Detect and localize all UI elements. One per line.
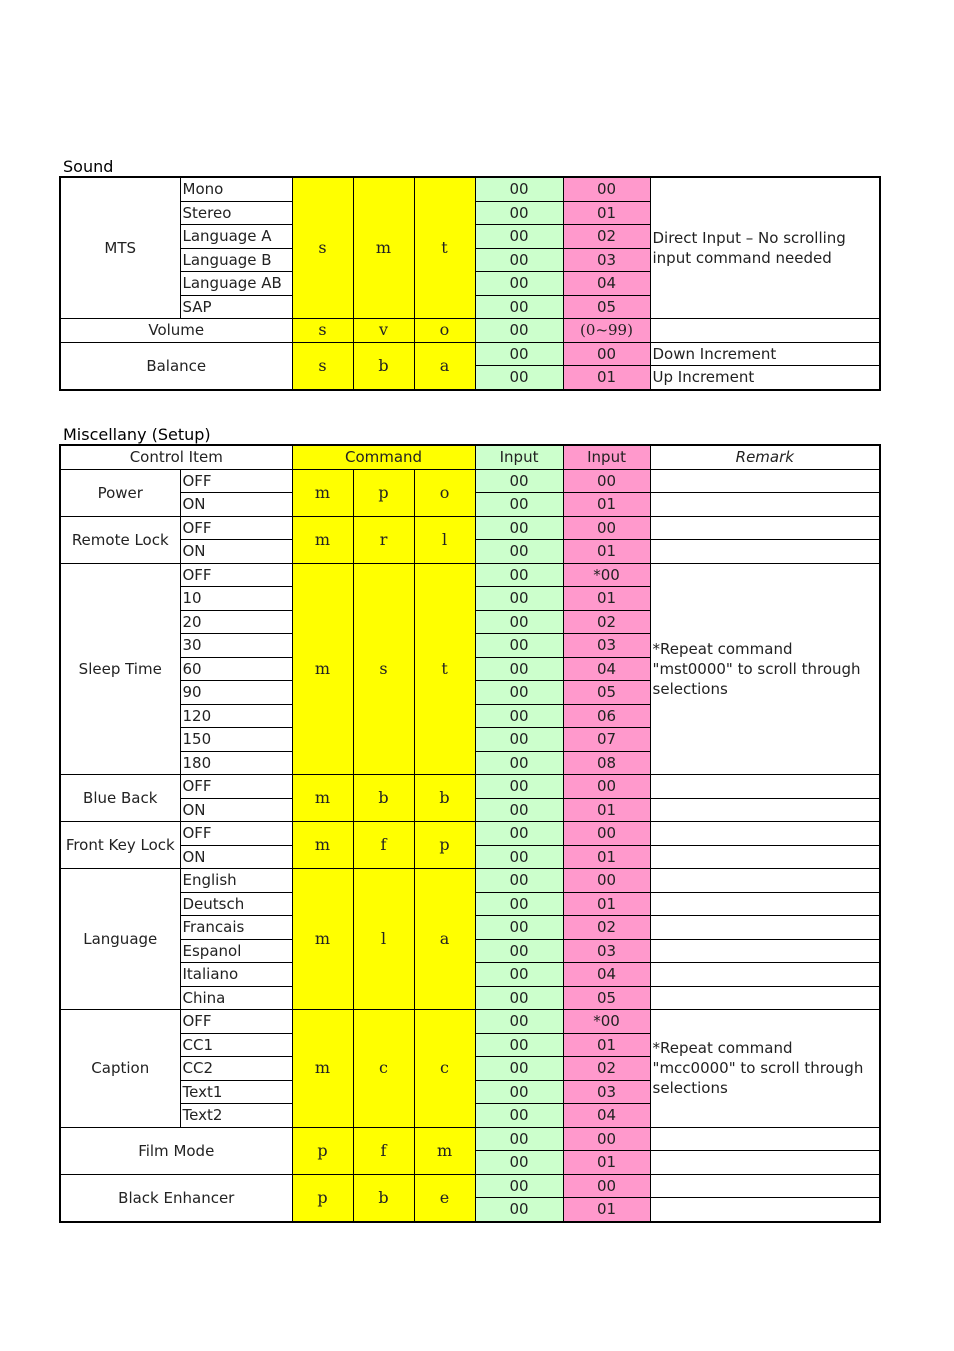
language-input1: 00	[475, 939, 563, 963]
sleep-time-input1: 00	[475, 657, 563, 681]
sleep-time-cmd-1: m	[292, 563, 353, 775]
volume-label: Volume	[60, 319, 292, 343]
power-item: ON	[180, 493, 292, 517]
blue-back-remark	[650, 775, 880, 799]
sleep-time-item: 60	[180, 657, 292, 681]
caption-input1: 00	[475, 1057, 563, 1081]
front-key-lock-label: Front Key Lock	[60, 822, 180, 869]
balance-input1: 00	[475, 366, 563, 390]
language-item: China	[180, 986, 292, 1010]
film-mode-input1: 00	[475, 1151, 563, 1175]
language-item: Deutsch	[180, 892, 292, 916]
header-remark: Remark	[650, 445, 880, 469]
front-key-lock-cmd-1: m	[292, 822, 353, 869]
front-key-lock-item: OFF	[180, 822, 292, 846]
sleep-time-item: 10	[180, 587, 292, 611]
remote-lock-cmd-2: r	[353, 516, 414, 563]
language-remark	[650, 869, 880, 893]
language-cmd-2: l	[353, 869, 414, 1010]
caption-input2: 03	[563, 1080, 650, 1104]
sleep-time-label: Sleep Time	[60, 563, 180, 775]
sleep-time-input2: 04	[563, 657, 650, 681]
language-input2: 05	[563, 986, 650, 1010]
language-cmd-3: a	[414, 869, 475, 1010]
film-mode-input2: 01	[563, 1151, 650, 1175]
language-input2: 04	[563, 963, 650, 987]
mts-item: Mono	[180, 177, 292, 201]
film-mode-label: Film Mode	[60, 1127, 292, 1174]
sleep-time-input1: 00	[475, 610, 563, 634]
misc-table	[59, 444, 881, 1223]
mts-input1: 00	[475, 201, 563, 225]
balance-input2: 01	[563, 366, 650, 390]
mts-label: MTS	[60, 177, 180, 319]
black-enhancer-remark	[650, 1174, 880, 1198]
sound-section-title: Sound	[63, 157, 114, 176]
mts-input1: 00	[475, 177, 563, 201]
black-enhancer-cmd-3: e	[414, 1174, 475, 1222]
caption-item: Text2	[180, 1104, 292, 1128]
film-mode-cmd-3: m	[414, 1127, 475, 1174]
sleep-time-input2: 05	[563, 681, 650, 705]
sleep-time-input2: 07	[563, 728, 650, 752]
remote-lock-input1: 00	[475, 516, 563, 540]
black-enhancer-remark	[650, 1198, 880, 1222]
caption-input2: 04	[563, 1104, 650, 1128]
header-command: Command	[292, 445, 475, 469]
caption-item: OFF	[180, 1010, 292, 1034]
volume-remark	[650, 319, 880, 343]
sleep-time-input1: 00	[475, 634, 563, 658]
front-key-lock-input1: 00	[475, 845, 563, 869]
blue-back-item: OFF	[180, 775, 292, 799]
caption-input2: *00	[563, 1010, 650, 1034]
mts-item: Language A	[180, 225, 292, 249]
sleep-time-item: 150	[180, 728, 292, 752]
mts-input1: 00	[475, 248, 563, 272]
sleep-time-item: 120	[180, 704, 292, 728]
sleep-time-input2: 02	[563, 610, 650, 634]
black-enhancer-input1: 00	[475, 1198, 563, 1222]
remote-lock-input1: 00	[475, 540, 563, 564]
front-key-lock-input1: 00	[475, 822, 563, 846]
remote-lock-input2: 00	[563, 516, 650, 540]
balance-input2: 00	[563, 342, 650, 366]
caption-input2: 01	[563, 1033, 650, 1057]
sleep-time-input1: 00	[475, 681, 563, 705]
caption-label: Caption	[60, 1010, 180, 1128]
language-input1: 00	[475, 963, 563, 987]
sleep-time-item: 30	[180, 634, 292, 658]
front-key-lock-cmd-2: f	[353, 822, 414, 869]
front-key-lock-input2: 00	[563, 822, 650, 846]
power-cmd-2: p	[353, 469, 414, 516]
black-enhancer-input2: 01	[563, 1198, 650, 1222]
blue-back-input2: 00	[563, 775, 650, 799]
mts-item: Language B	[180, 248, 292, 272]
sleep-time-input1: 00	[475, 704, 563, 728]
mts-input2: 00	[563, 177, 650, 201]
black-enhancer-input2: 00	[563, 1174, 650, 1198]
misc-section-title: Miscellany (Setup)	[63, 425, 211, 444]
power-remark	[650, 469, 880, 493]
sleep-time-input1: 00	[475, 751, 563, 775]
sleep-time-input2: *00	[563, 563, 650, 587]
language-remark	[650, 916, 880, 940]
power-label: Power	[60, 469, 180, 516]
language-input2: 01	[563, 892, 650, 916]
header-control-item: Control Item	[60, 445, 292, 469]
language-input1: 00	[475, 869, 563, 893]
caption-cmd-1: m	[292, 1010, 353, 1128]
mts-cmd-3: t	[414, 177, 475, 319]
sleep-time-input2: 08	[563, 751, 650, 775]
caption-input2: 02	[563, 1057, 650, 1081]
power-input1: 00	[475, 493, 563, 517]
black-enhancer-input1: 00	[475, 1174, 563, 1198]
remote-lock-cmd-1: m	[292, 516, 353, 563]
remote-lock-item: OFF	[180, 516, 292, 540]
black-enhancer-label: Black Enhancer	[60, 1174, 292, 1222]
caption-item: CC1	[180, 1033, 292, 1057]
sleep-time-remark: *Repeat command "mst0000" to scroll through selections	[650, 563, 880, 775]
caption-item: CC2	[180, 1057, 292, 1081]
header-input2: Input	[563, 445, 650, 469]
balance-remark: Down Increment	[650, 342, 880, 366]
language-item: Espanol	[180, 939, 292, 963]
sleep-time-input2: 01	[563, 587, 650, 611]
blue-back-cmd-1: m	[292, 775, 353, 822]
mts-input1: 00	[475, 225, 563, 249]
language-remark	[650, 986, 880, 1010]
blue-back-cmd-2: b	[353, 775, 414, 822]
front-key-lock-item: ON	[180, 845, 292, 869]
language-input2: 02	[563, 916, 650, 940]
sleep-time-input1: 00	[475, 728, 563, 752]
sleep-time-input2: 03	[563, 634, 650, 658]
power-input2: 00	[563, 469, 650, 493]
volume-cmd-2: v	[353, 319, 414, 343]
balance-cmd-2: b	[353, 342, 414, 390]
language-remark	[650, 939, 880, 963]
mts-item: Stereo	[180, 201, 292, 225]
sleep-time-item: 20	[180, 610, 292, 634]
front-key-lock-cmd-3: p	[414, 822, 475, 869]
language-remark	[650, 963, 880, 987]
language-input1: 00	[475, 916, 563, 940]
blue-back-label: Blue Back	[60, 775, 180, 822]
black-enhancer-cmd-1: p	[292, 1174, 353, 1222]
power-remark	[650, 493, 880, 517]
mts-item: Language AB	[180, 272, 292, 296]
blue-back-input1: 00	[475, 775, 563, 799]
film-mode-cmd-1: p	[292, 1127, 353, 1174]
sleep-time-input1: 00	[475, 563, 563, 587]
mts-cmd-1: s	[292, 177, 353, 319]
blue-back-remark	[650, 798, 880, 822]
balance-input1: 00	[475, 342, 563, 366]
blue-back-input1: 00	[475, 798, 563, 822]
mts-input1: 00	[475, 295, 563, 319]
language-input2: 00	[563, 869, 650, 893]
film-mode-input1: 00	[475, 1127, 563, 1151]
power-input2: 01	[563, 493, 650, 517]
power-input1: 00	[475, 469, 563, 493]
sleep-time-cmd-3: t	[414, 563, 475, 775]
caption-cmd-3: c	[414, 1010, 475, 1128]
front-key-lock-input2: 01	[563, 845, 650, 869]
header-input1: Input	[475, 445, 563, 469]
balance-label: Balance	[60, 342, 292, 390]
language-item: Italiano	[180, 963, 292, 987]
caption-input1: 00	[475, 1104, 563, 1128]
language-label: Language	[60, 869, 180, 1010]
language-input2: 03	[563, 939, 650, 963]
sleep-time-input2: 06	[563, 704, 650, 728]
power-cmd-1: m	[292, 469, 353, 516]
film-mode-cmd-2: f	[353, 1127, 414, 1174]
remote-lock-input2: 01	[563, 540, 650, 564]
caption-input1: 00	[475, 1010, 563, 1034]
sleep-time-item: 90	[180, 681, 292, 705]
language-input1: 00	[475, 986, 563, 1010]
power-cmd-3: o	[414, 469, 475, 516]
caption-input1: 00	[475, 1080, 563, 1104]
film-mode-remark	[650, 1151, 880, 1175]
sleep-time-item: OFF	[180, 563, 292, 587]
blue-back-input2: 01	[563, 798, 650, 822]
volume-input2: (0~99)	[563, 319, 650, 343]
language-item: English	[180, 869, 292, 893]
mts-input2: 01	[563, 201, 650, 225]
balance-cmd-1: s	[292, 342, 353, 390]
sleep-time-item: 180	[180, 751, 292, 775]
power-item: OFF	[180, 469, 292, 493]
film-mode-remark	[650, 1127, 880, 1151]
language-item: Francais	[180, 916, 292, 940]
balance-remark: Up Increment	[650, 366, 880, 390]
mts-input2: 04	[563, 272, 650, 296]
remote-lock-cmd-3: l	[414, 516, 475, 563]
blue-back-cmd-3: b	[414, 775, 475, 822]
remote-lock-remark	[650, 516, 880, 540]
sleep-time-input1: 00	[475, 587, 563, 611]
language-remark	[650, 892, 880, 916]
mts-input2: 02	[563, 225, 650, 249]
front-key-lock-remark	[650, 822, 880, 846]
sleep-time-cmd-2: s	[353, 563, 414, 775]
remote-lock-remark	[650, 540, 880, 564]
blue-back-item: ON	[180, 798, 292, 822]
caption-item: Text1	[180, 1080, 292, 1104]
mts-input2: 03	[563, 248, 650, 272]
sound-table	[59, 176, 881, 391]
caption-remark: *Repeat command "mcc0000" to scroll through selections	[650, 1010, 880, 1128]
caption-cmd-2: c	[353, 1010, 414, 1128]
remote-lock-label: Remote Lock	[60, 516, 180, 563]
volume-input1: 00	[475, 319, 563, 343]
mts-cmd-2: m	[353, 177, 414, 319]
mts-input2: 05	[563, 295, 650, 319]
mts-input1: 00	[475, 272, 563, 296]
mts-remark: Direct Input – No scrolling input command needed	[650, 177, 880, 319]
black-enhancer-cmd-2: b	[353, 1174, 414, 1222]
mts-item: SAP	[180, 295, 292, 319]
language-input1: 00	[475, 892, 563, 916]
caption-input1: 00	[475, 1033, 563, 1057]
film-mode-input2: 00	[563, 1127, 650, 1151]
volume-cmd-3: o	[414, 319, 475, 343]
language-cmd-1: m	[292, 869, 353, 1010]
volume-cmd-1: s	[292, 319, 353, 343]
remote-lock-item: ON	[180, 540, 292, 564]
front-key-lock-remark	[650, 845, 880, 869]
balance-cmd-3: a	[414, 342, 475, 390]
